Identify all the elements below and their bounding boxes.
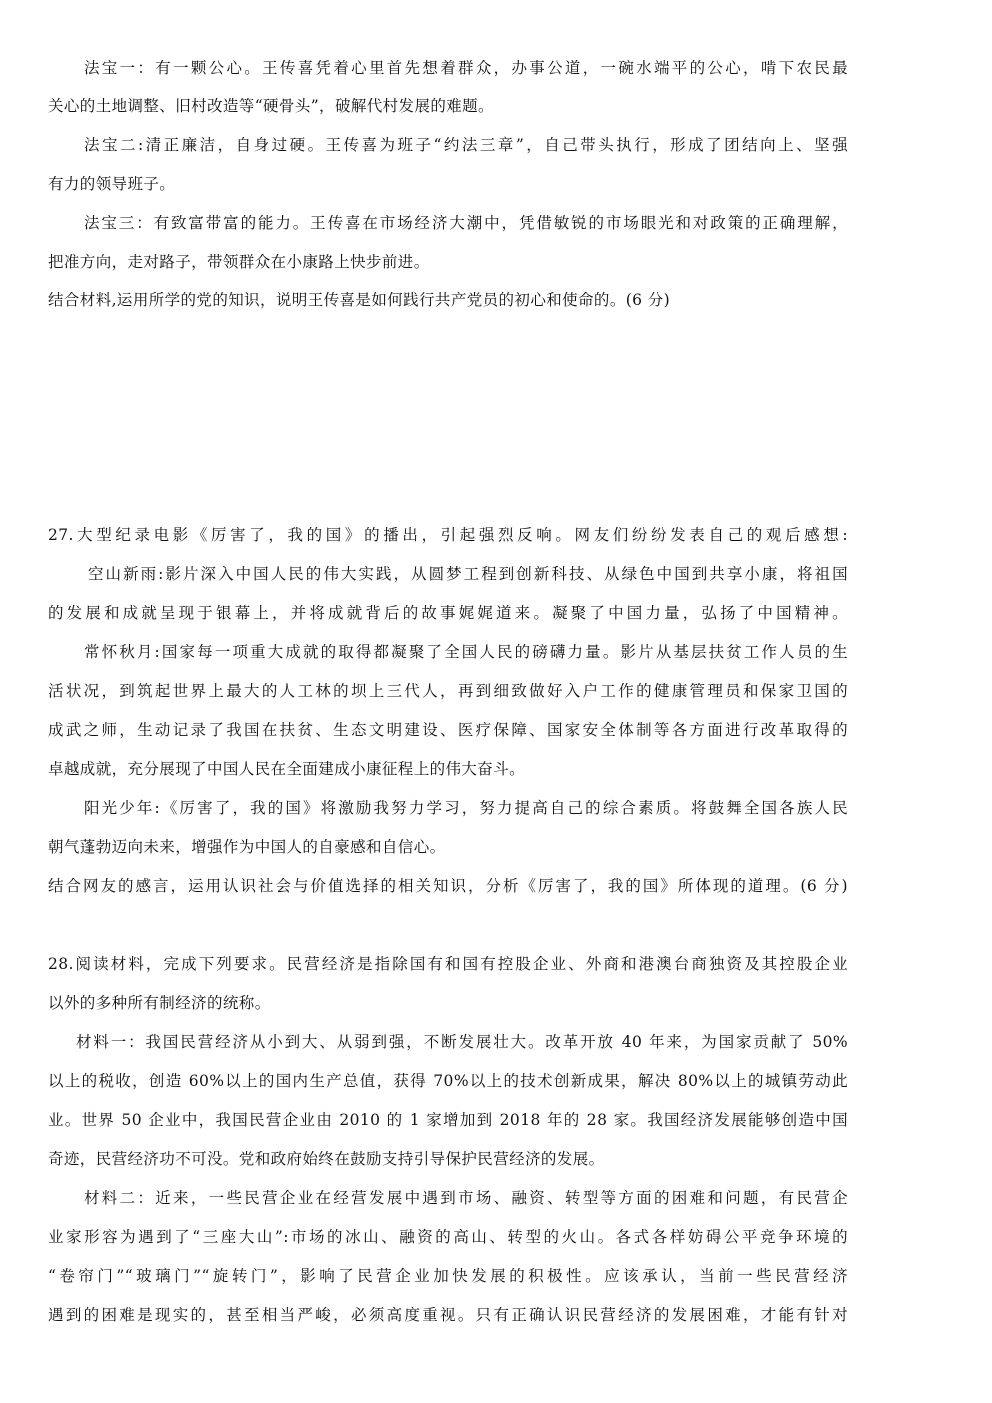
q26-method-1-line-1: 法宝一：有一颗公心。王传喜凭着心里首先想着群众，办事公道，一碗水端平的公心，啃下农民最 bbox=[84, 59, 848, 77]
q27-comment-2-line-2: 活状况，到筑起世界上最大的人工林的坝上三代人，再到细致做好入户工作的健康管理员和保家卫国的 bbox=[48, 682, 848, 700]
q28-intro-line-1: 28.阅读材料，完成下列要求。民营经济是指除国有和国有控股企业、外商和港澳台商独资及其控股企业 bbox=[48, 955, 848, 973]
q28-material-2-line-4: 遇到的困难是现实的，甚至相当严峻，必须高度重视。只有正确认识民营经济的发展困难，才能有针对 bbox=[48, 1306, 848, 1324]
q28-material-2-line-3: “卷帘门”“玻璃门”“旋转门”，影响了民营企业加快发展的积极性。应该承认，当前一些民营经济 bbox=[48, 1267, 848, 1285]
q28-material-2-line-2: 业家形容为遇到了“三座大山”:市场的冰山、融资的高山、转型的火山。各式各样妨碍公平竞争环境的 bbox=[48, 1228, 848, 1246]
q28-intro-line-2: 以外的多种所有制经济的统称。 bbox=[48, 994, 271, 1012]
q27-comment-2-line-3: 成武之师，生动记录了我国在扶贫、生态文明建设、医疗保障、国家安全体制等各方面进行改革取得的 bbox=[48, 721, 848, 739]
q28-material-1-line-1: 材料一：我国民营经济从小到大、从弱到强，不断发展壮大。改革开放 40 年来，为国家贡献了 50% bbox=[76, 1033, 848, 1051]
q27-comment-1-line-1: 空山新雨:影片深入中国人民的伟大实践，从圆梦工程到创新科技、从绿色中国到共享小康，将祖国 bbox=[88, 565, 848, 583]
q28-material-1-line-4: 奇迹，民营经济功不可没。党和政府始终在鼓励支持引导保护民营经济的发展。 bbox=[48, 1150, 605, 1168]
q26-question: 结合材料,运用所学的党的知识，说明王传喜是如何践行共产党员的初心和使命的。(6 分) bbox=[48, 291, 671, 309]
q28-material-1-line-3: 业。世界 50 企业中，我国民营企业由 2010 的 1 家增加到 2018 年的 28 家。我国经济发展能够创造中国 bbox=[48, 1111, 848, 1129]
q26-method-3-line-2: 把准方向，走对路子，带领群众在小康路上快步前进。 bbox=[48, 253, 430, 271]
q27-intro: 27.大型纪录电影《厉害了，我的国》的播出，引起强烈反响。网友们纷纷发表自己的观后感想: bbox=[48, 526, 848, 544]
q27-question: 结合网友的感言，运用认识社会与价值选择的相关知识，分析《厉害了，我的国》所体现的道理。(6 分) bbox=[48, 877, 848, 895]
q27-comment-3-line-1: 阳光少年:《厉害了，我的国》将激励我努力学习，努力提高自己的综合素质。将鼓舞全国各族人民 bbox=[84, 799, 848, 817]
q27-comment-1-line-2: 的发展和成就呈现于银幕上，并将成就背后的故事娓娓道来。凝聚了中国力量，弘扬了中国精神。 bbox=[48, 604, 848, 622]
q26-method-1-line-2: 关心的土地调整、旧村改造等“硬骨头”，破解代村发展的难题。 bbox=[48, 97, 494, 115]
q26-method-2-line-1: 法宝二:清正廉洁，自身过硬。王传喜为班子“约法三章”，自己带头执行，形成了团结向上、坚强 bbox=[84, 136, 848, 154]
q28-material-1-line-2: 以上的税收，创造 60%以上的国内生产总值，获得 70%以上的技术创新成果，解决 80%以上的城镇劳动此 bbox=[48, 1072, 848, 1090]
q27-comment-2-line-4: 卓越成就，充分展现了中国人民在全面建成小康征程上的伟大奋斗。 bbox=[48, 760, 526, 778]
q27-comment-3-line-2: 朝气蓬勃迈向未来，增强作为中国人的自豪感和自信心。 bbox=[48, 838, 446, 856]
q27-comment-2-line-1: 常怀秋月:国家每一项重大成就的取得都凝聚了全国人民的磅礴力量。影片从基层扶贫工作人员的生 bbox=[84, 643, 848, 661]
q26-method-3-line-1: 法宝三：有致富带富的能力。王传喜在市场经济大潮中，凭借敏锐的市场眼光和对政策的正确理解， bbox=[84, 214, 848, 232]
q26-method-2-line-2: 有力的领导班子。 bbox=[48, 175, 176, 193]
q28-material-2-line-1: 材料二：近来，一些民营企业在经营发展中遇到市场、融资、转型等方面的困难和问题，有民营企 bbox=[84, 1189, 848, 1207]
